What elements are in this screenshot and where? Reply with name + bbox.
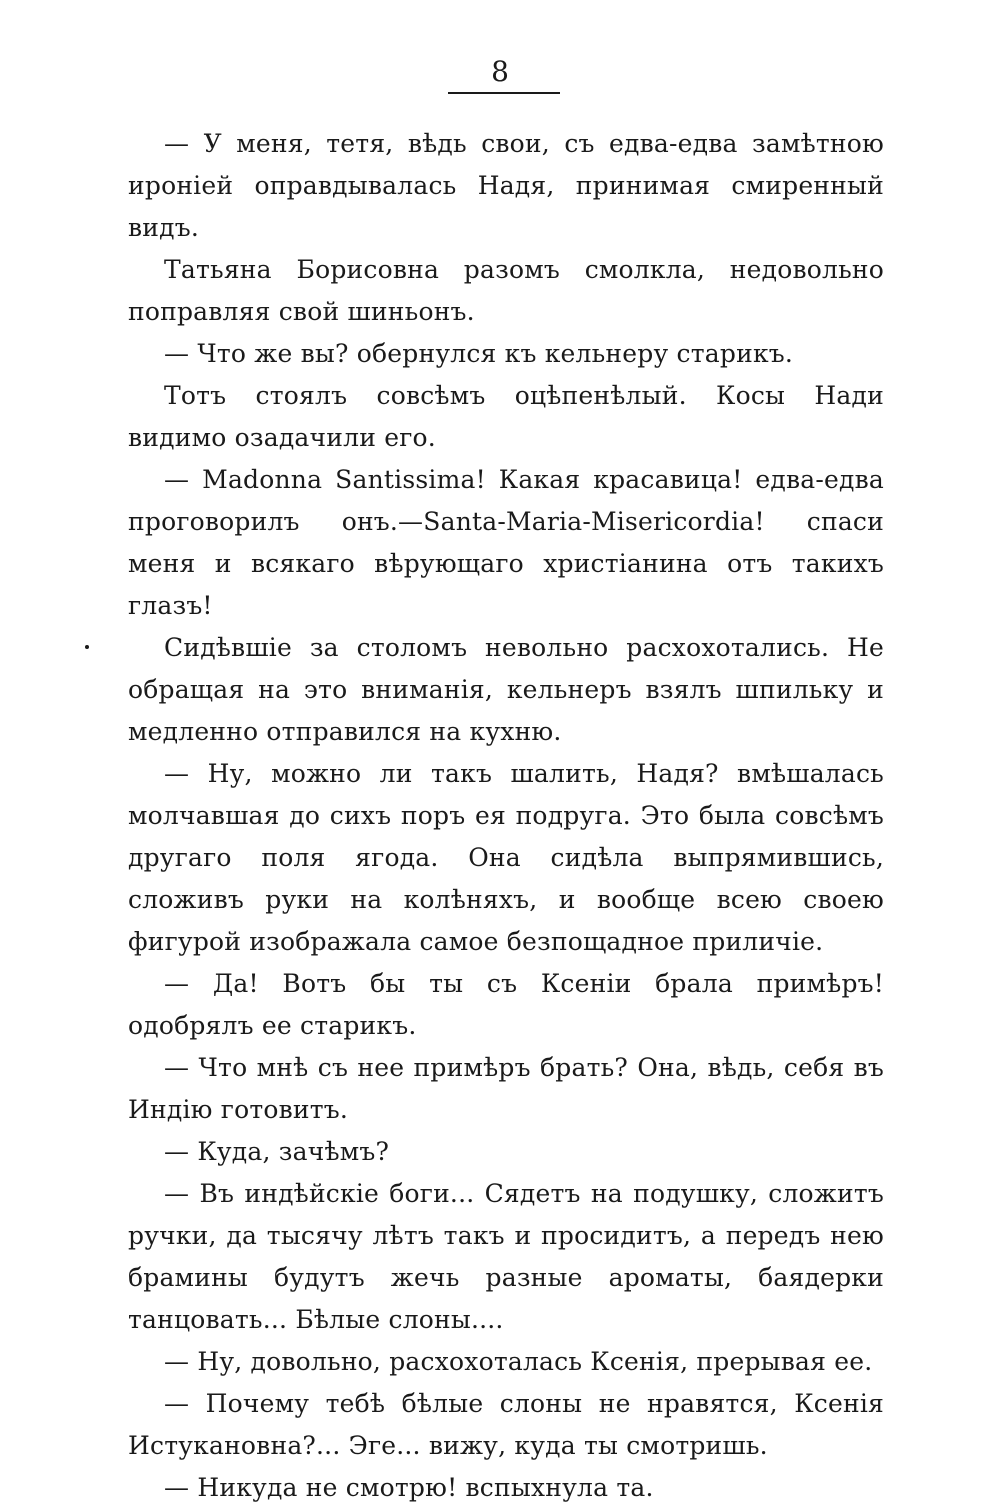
paragraph: — Что мнѣ съ нее примѣръ брать? Она, вѣдь, себя въ Индію готовитъ. <box>128 1053 884 1124</box>
page-number: 8 <box>491 55 509 88</box>
stray-ink-mark <box>85 645 89 649</box>
header-rule <box>448 92 560 94</box>
paragraph: — Никуда не смотрю! вспыхнула та. <box>164 1473 654 1502</box>
paragraph: Сидѣвшіе за столомъ невольно расхохотались. Не обращая на это вниманія, кельнеръ взялъ шпильку и медленно отправился на кухню. <box>128 633 884 746</box>
paragraph: — Да! Вотъ бы ты съ Ксеніи брала примѣръ! одобрялъ ее старикъ. <box>128 969 884 1040</box>
paragraph: — Почему тебѣ бѣлые слоны не нравятся, Ксенія Истукановна?... Эге... вижу, куда ты смотришь. <box>128 1389 884 1460</box>
paragraph: — Madonna Santissima! Какая красавица! едва-едва проговорилъ онъ.—Santa-Maria-Misericordia! спаси меня и всякаго вѣрующаго христіанина отъ такихъ глазъ! <box>128 465 884 620</box>
paragraph: Татьяна Борисовна разомъ смолкла, недовольно поправляя свой шиньонъ. <box>128 255 884 326</box>
paragraph: — Ну, довольно, расхохоталась Ксенія, прерывая ее. <box>164 1347 873 1376</box>
paragraph: Тотъ стоялъ совсѣмъ оцѣпенѣлый. Косы Нади видимо озадачили его. <box>128 381 884 452</box>
paragraph: — Что же вы? обернулся къ кельнеру старикъ. <box>164 339 794 368</box>
paragraph: — У меня, тетя, вѣдь свои, съ едва-едва замѣтною ироніей оправдывалась Надя, принимая смиренный видъ. <box>128 129 884 242</box>
body-text <box>128 123 884 1509</box>
paragraph: — Ну, можно ли такъ шалить, Надя? вмѣшалась молчавшая до сихъ поръ ея подруга. Это была совсѣмъ другаго поля ягода. Она сидѣла выпрямившись, сложивъ руки на колѣняхъ, и вообще всею своею фигурой изображала самое безпощадное приличіе. <box>128 759 884 956</box>
paragraph: — Куда, зачѣмъ? <box>164 1137 390 1166</box>
paragraph: — Въ индѣйскіе боги... Сядетъ на подушку, сложитъ ручки, да тысячу лѣтъ такъ и просидитъ, а передъ нею брамины будутъ жечь разные ароматы, баядерки танцовать... Бѣлые слоны.... <box>128 1179 884 1334</box>
